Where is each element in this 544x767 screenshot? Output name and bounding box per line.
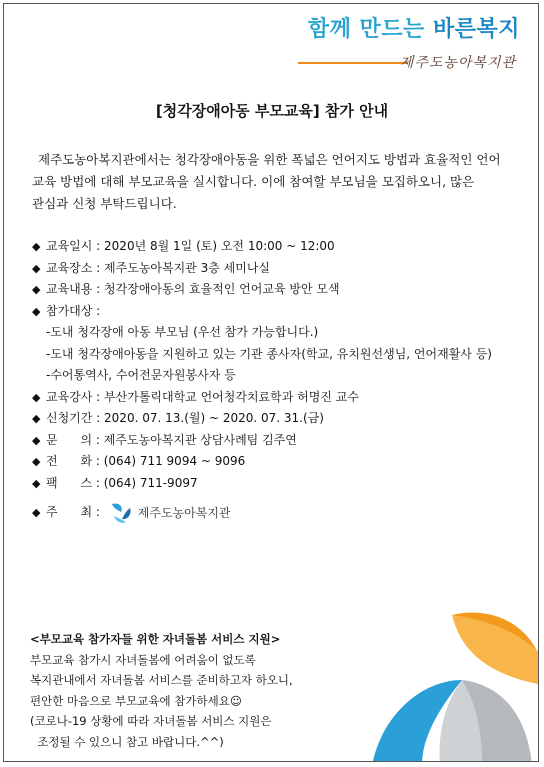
diamond-bullet-icon: ◆ <box>32 506 41 519</box>
target-item: -도내 청각장애아동을 지원하고 있는 기관 종사자(학교, 유치원선생님, 언어재활사 등) <box>46 346 492 361</box>
notice-line: 조정될 수 있으니 참고 바랍니다.^^) <box>30 734 224 749</box>
brand-org-name: 제주도농아복지관 <box>399 55 516 71</box>
document-frame <box>3 3 539 762</box>
diamond-bullet-icon: ◆ <box>32 304 41 318</box>
detail-item: ◆ 문 의 : 제주도농아복지관 상담사례팀 김주연 <box>32 430 532 452</box>
detail-item: ◆ 팩 스 : (064) 711-9097 <box>32 473 532 495</box>
slogan-emphasis: 바른복지 <box>432 17 520 42</box>
diamond-bullet-icon: ◆ <box>32 476 41 490</box>
detail-item: ◆ 전 화 : (064) 711 9094 ~ 9096 <box>32 451 532 473</box>
page-title: [청각장애아동 부모교육] 참가 안내 <box>155 102 389 120</box>
brand-header <box>308 12 520 43</box>
slogan-prefix: 함께 만드는 <box>307 17 433 42</box>
target-item: -도내 청각장애 아동 부모님 (우선 참가 가능합니다.) <box>46 325 319 339</box>
notice-line: (코로나-19 상황에 따라 자녀돌봄 서비스 지원은 <box>30 714 272 729</box>
diamond-bullet-icon: ◆ <box>32 261 41 275</box>
host-item <box>32 494 532 530</box>
target-item: -수어통역사, 수어전문자원봉사자 등 <box>46 368 236 382</box>
host-logo-text: 제주도농아복지관 <box>137 505 231 520</box>
detail-item: ◆ 신청기간 : 2020. 07. 13.(월) ~ 2020. 07. 31.(금) <box>32 408 532 430</box>
diamond-bullet-icon: ◆ <box>32 412 41 425</box>
notice-line: 복지관내에서 자녀돌봄 서비스를 준비하고자 하오니, <box>30 673 293 688</box>
intro-line: 제주도농아복지관에서는 청각장애아동을 위한 폭넓은 언어지도 방법과 효율적인 언어 <box>38 152 501 167</box>
intro-paragraph <box>32 149 522 215</box>
childcare-notice <box>30 629 360 753</box>
diamond-bullet-icon: ◆ <box>32 455 41 468</box>
diamond-bullet-icon: ◆ <box>32 433 41 447</box>
host-logo <box>108 495 231 531</box>
details-list <box>32 236 532 530</box>
detail-item: ◆ 교육강사 : 부산가톨릭대학교 언어청각치료학과 허명진 교수 <box>32 387 532 409</box>
org-logo-icon <box>108 500 134 526</box>
intro-line: 교육 방법에 대해 부모교육을 실시합니다. 이에 참여할 부모님을 모집하오니, 많은 <box>32 174 475 189</box>
detail-item: ◆ 참가대상 : <box>32 301 532 323</box>
notice-heading: <부모교육 참가자들 위한 자녀돌봄 서비스 지원> <box>30 632 281 646</box>
diamond-bullet-icon: ◆ <box>32 240 41 253</box>
diamond-bullet-icon: ◆ <box>32 390 41 404</box>
detail-item: ◆ 교육장소 : 제주도농아복지관 3층 세미나실 <box>32 258 532 280</box>
brand-slogan <box>308 12 520 43</box>
decorative-petals <box>342 595 539 762</box>
notice-line: 편안한 마음으로 부모교육에 참가하세요☺ <box>30 693 242 708</box>
diamond-bullet-icon: ◆ <box>32 283 41 296</box>
host-label: 주 최 : <box>46 505 100 519</box>
detail-item: ◆ 교육일시 : 2020년 8월 1일 (토) 오전 10:00 ~ 12:00 <box>32 236 532 258</box>
detail-item: ◆ 교육내용 : 청각장애아동의 효율적인 언어교육 방안 모색 <box>32 279 532 301</box>
intro-line: 관심과 신청 부탁드립니다. <box>32 196 177 211</box>
notice-line: 부모교육 참가시 자녀돌봄에 어려움이 없도록 <box>30 652 256 667</box>
brand-accent-line <box>298 62 408 64</box>
